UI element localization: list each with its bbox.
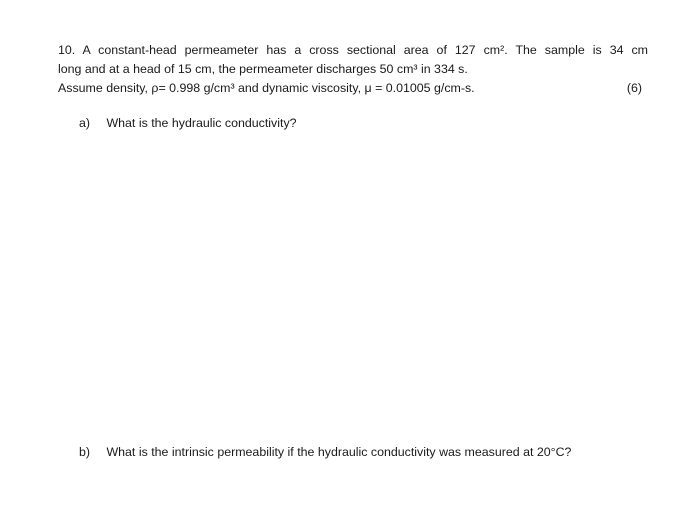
part-a-question (79, 114, 297, 133)
problem-line-2: long and at a head of 15 cm, the permeameter discharges 50 cm³ in 334 s. (58, 62, 468, 76)
part-b-question (79, 443, 571, 462)
marks-label: (6) (626, 81, 642, 95)
part-b-text: What is the intrinsic permeability if the hydraulic conductivity was measured at 20°C? (106, 445, 572, 459)
problem-statement (58, 41, 648, 98)
problem-line-3 (58, 79, 648, 98)
problem-line-3-text: Assume density, ρ= 0.998 g/cm³ and dynamic viscosity, μ = 0.01005 g/cm-s. (58, 81, 475, 95)
part-a-text: What is the hydraulic conductivity? (106, 116, 297, 130)
part-b-label: b) (79, 445, 91, 459)
problem-line-1: 10. A constant-head permeameter has a cross sectional area of 127 cm². The sample is 34 cm (58, 43, 648, 57)
part-a-label: a) (79, 116, 91, 130)
